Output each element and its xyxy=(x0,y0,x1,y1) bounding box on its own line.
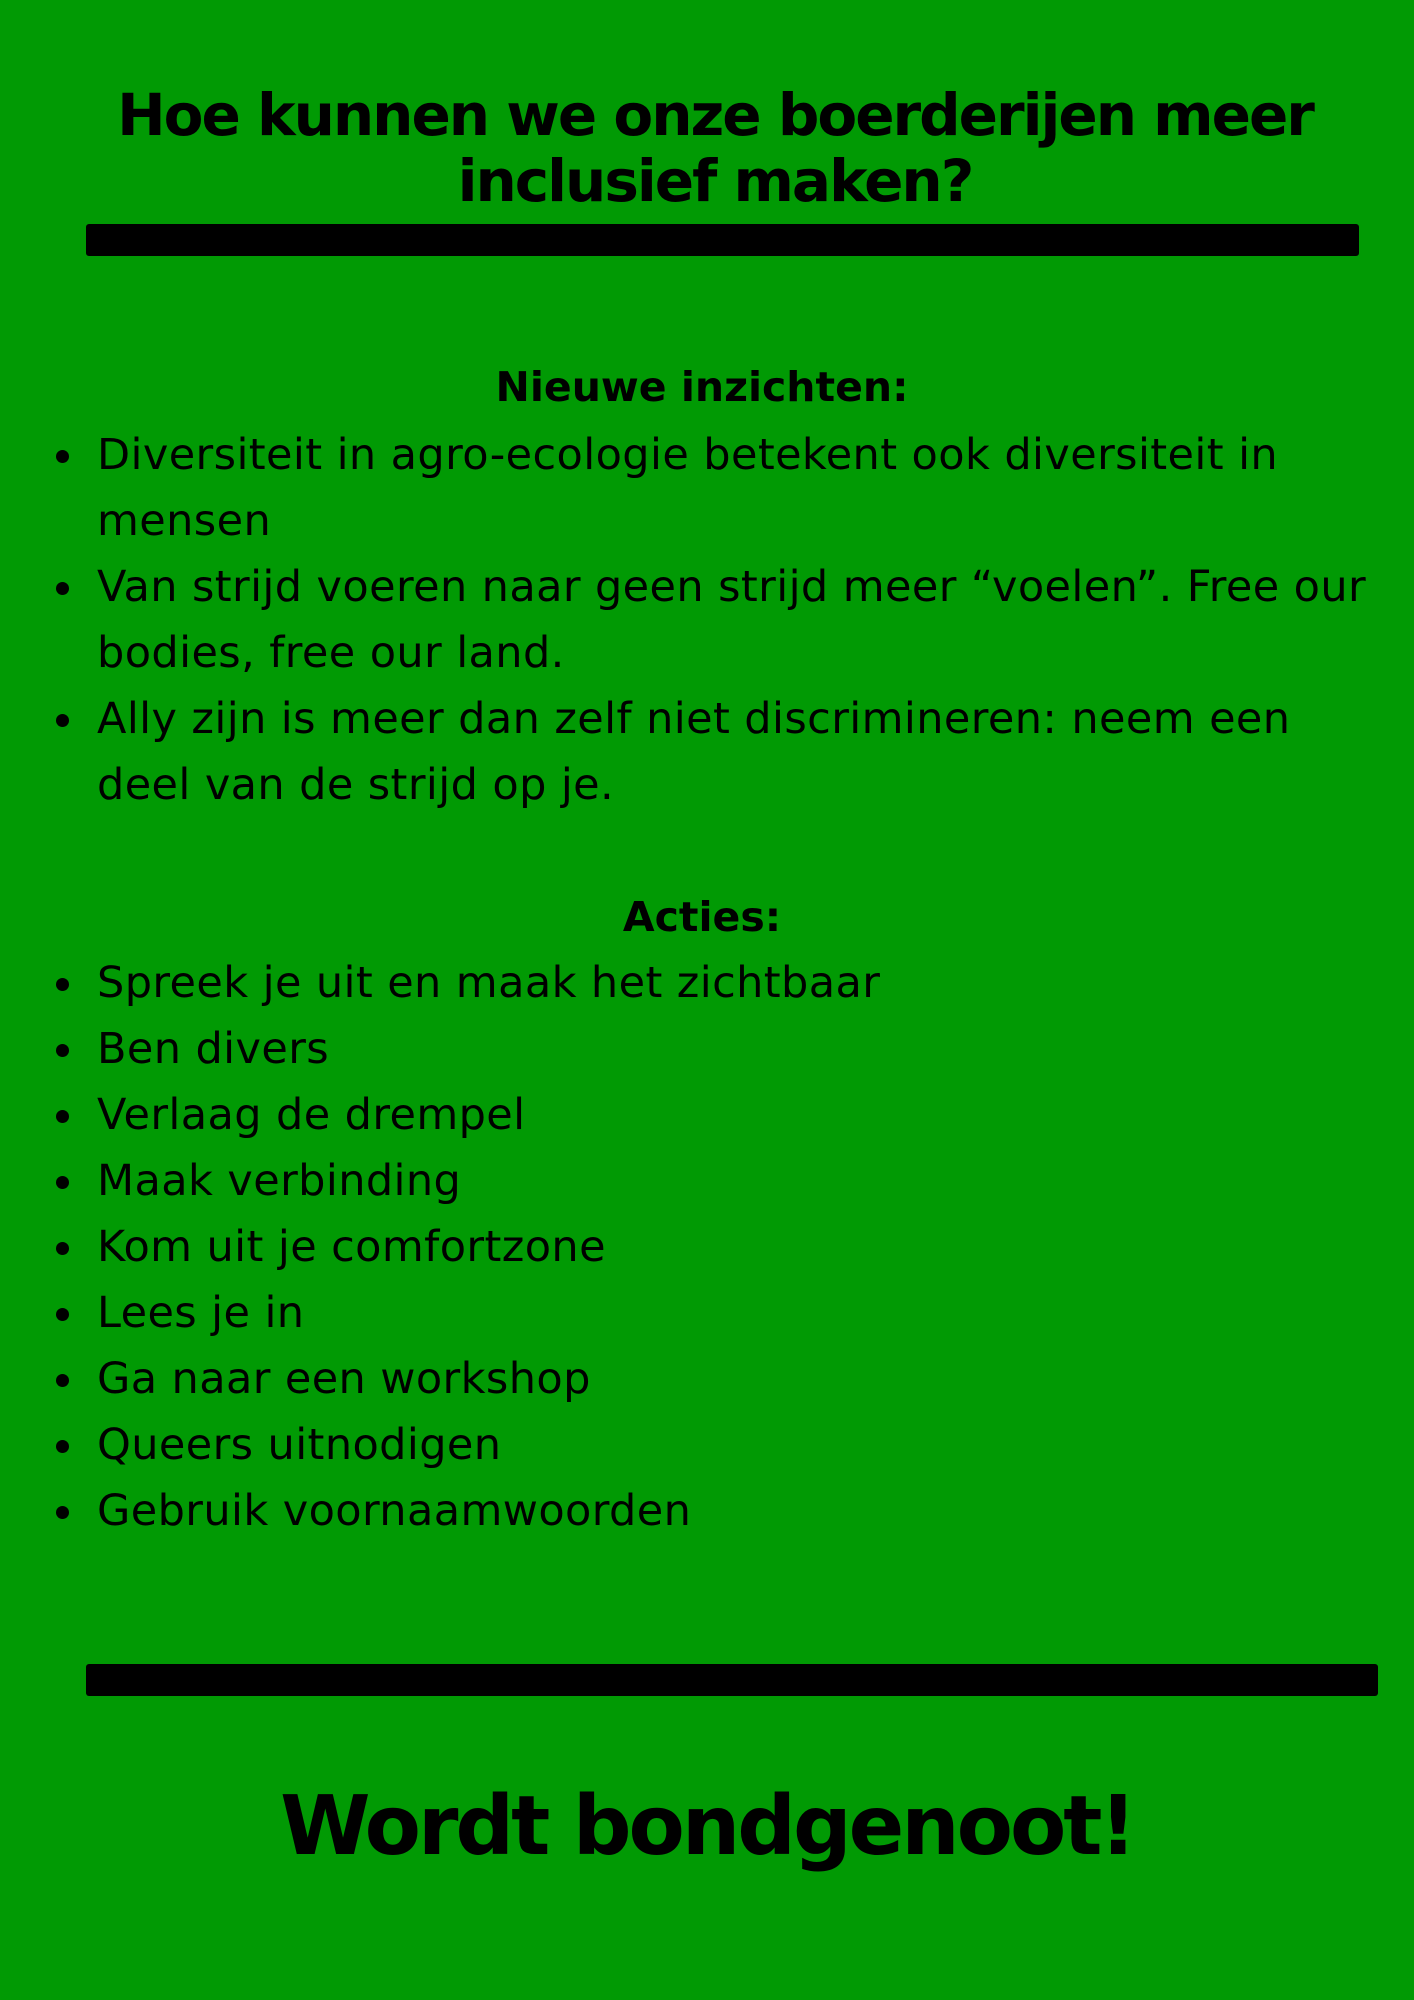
list-item: Ben divers xyxy=(50,1016,1380,1082)
call-to-action: Wordt bondgenoot! xyxy=(280,1779,1134,1874)
list-item: Ally zijn is meer dan zelf niet discrimineren: neem een deel van de strijd op je. xyxy=(50,686,1380,818)
list-item: Maak verbinding xyxy=(50,1148,1380,1214)
list-item: Verlaag de drempel xyxy=(50,1082,1380,1148)
list-item: Van strijd voeren naar geen strijd meer “voelen”. Free our bodies, free our land. xyxy=(50,554,1380,686)
insights-list xyxy=(50,422,1380,818)
list-item: Queers uitnodigen xyxy=(50,1412,1380,1478)
actions-list xyxy=(50,950,1380,1544)
actions-heading: Acties: xyxy=(622,893,782,941)
divider-top xyxy=(86,224,1359,256)
divider-bottom xyxy=(86,1664,1378,1696)
list-item: Gebruik voornaamwoorden xyxy=(50,1478,1380,1544)
page-title: Hoe kunnen we onze boerderijen meer inclusief maken? xyxy=(117,81,1313,215)
list-item: Lees je in xyxy=(50,1280,1380,1346)
list-item: Diversiteit in agro-ecologie betekent ook diversiteit in mensen xyxy=(50,422,1380,554)
list-item: Kom uit je comfortzone xyxy=(50,1214,1380,1280)
insights-heading: Nieuwe inzichten: xyxy=(495,363,909,411)
list-item: Ga naar een workshop xyxy=(50,1346,1380,1412)
list-item: Spreek je uit en maak het zichtbaar xyxy=(50,950,1380,1016)
